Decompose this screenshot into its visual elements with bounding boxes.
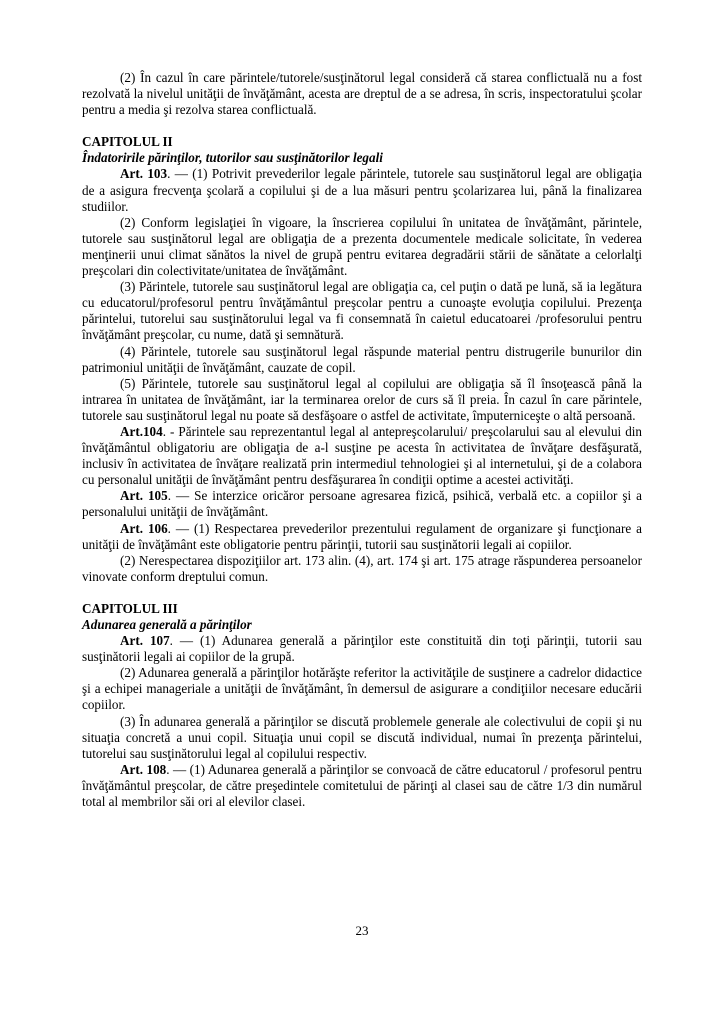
art-107-text-1: . — (1) Adunarea generală a părinţilor este constituită din toţi părinţii, tutorii sau susţinătorii legali ai copiilor de la grupă. [82,633,642,665]
art-108-paragraph [82,762,642,810]
spacer [82,585,642,601]
intro-paragraph: (2) În cazul în care părintele/tutorele/susţinătorul legal consideră că starea conflictuală nu a fost rezolvată la nivelul unităţii de învăţământ, acesta are dreptul de a se adresa, în scris, inspectoratului şcolar pentru a media şi rezolva starea conflictuală. [82,70,642,118]
art-105-paragraph [82,488,642,520]
art-103-paragraph-3: (3) Părintele, tutorele sau susţinătorul legal are obligaţia ca, cel puţin o dată pe lună, să ia legătura cu educatorul/profesorul pentru învăţământul preşcolar pentru a cunoaşte evoluţia copilului. Prezenţa părintelui, tutorelui sau susţinătorului legal va fi consemnată în caietul educatoarei /profesorului pentru învăţământ preşcolar, cu nume, dată şi semnătură. [82,279,642,343]
art-106-paragraph-2: (2) Nerespectarea dispoziţiilor art. 173 alin. (4), art. 174 şi art. 175 atrage răspunderea persoanelor vinovate conform dreptului comun. [82,552,642,584]
art-107-paragraph-1 [82,633,642,665]
art-104-paragraph [82,424,642,488]
chapter-2-subtitle: Îndatoririle părinţilor, tutorilor sau susţinătorilor legali [82,150,383,166]
art-106-paragraph-1 [82,521,642,553]
spacer [82,118,642,134]
art-104-text: . - Părintele sau reprezentantul legal al antepreşcolarului/ preşcolarului sau al elevului din învăţământul obligatoriu are obligaţia de a-l susţine pe acesta în activitatea de învăţare desfăşurată, inclusiv în activitatea de învăţare realizată prin intermediul tehnologiei şi al internetului, şi de a colabora cu personalul unităţii de învăţământ pentru desfăşurarea în condiţii optime a acestei activităţi. [82,423,642,488]
art-103-paragraph-1 [82,166,642,214]
art-103-text-1: . — (1) Potrivit prevederilor legale părintele, tutorele sau susţinătorul legal are obligaţia de a asigura frecvenţa şcolară a copilului şi de a lua măsuri pentru şcolarizarea lui, până la finalizarea studiilor. [82,166,642,214]
art-106-text-1: . — (1) Respectarea prevederilor prezentului regulament de organizare şi funcţionare a unităţii de învăţământ este obligatorie pentru părinţii, tutorii sau susţinătorii legali ai copiilor. [82,520,642,552]
page-number: 23 [355,923,369,938]
art-106-label: Art. 106 [120,520,168,536]
art-103-paragraph-2: (2) Conform legislaţiei în vigoare, la înscrierea copilului în unitatea de învăţământ, părintele, tutorele sau susţinătorul legal are obligaţia de a prezenta documentele medicale solicitate, în vederea menţinerii unui climat sănătos la nivel de grupă pentru evitarea degradării stării de sănătate a celorlalţi preşcolari din colectivitate/unitatea de învăţământ. [82,214,642,279]
art-103-paragraph-5: (5) Părintele, tutorele sau susţinătorul legal al copilului are obligaţia să îl însoţească până la intrarea în unitatea de învăţământ, iar la terminarea orelor de curs să îl preia. În cazul în care părintele, tutorele sau susţinătorul legal nu poate să desfăşoare o astfel de activitate, împuterniceşte o altă persoană. [82,375,642,423]
art-105-text: . — Se interzice oricăror persoane agresarea fizică, psihică, verbală etc. a copiilor şi a personalului unităţii de învăţământ. [82,488,642,520]
chapter-2-title: CAPITOLUL II [82,134,173,150]
art-107-paragraph-2: (2) Adunarea generală a părinţilor hotărăşte referitor la activităţile de susţinere a cadrelor didactice şi a echipei manageriale a unităţii de învăţământ, în demersul de asigurare a condiţiilor necesare educării copiilor. [82,665,642,713]
art-108-label: Art. 108 [120,761,167,777]
art-104-label: Art.104 [120,423,163,439]
art-107-paragraph-3: (3) În adunarea generală a părinţilor se discută problemele generale ale colectivului de copii şi nu situaţia concretă a unui copil. Situaţia unui copil se discută individual, numai în prezenţa părintelui, tutorelui sau susţinătorului legal al copilului respectiv. [82,713,642,761]
art-107-label: Art. 107 [120,633,170,649]
art-103-paragraph-4: (4) Părintele, tutorele sau susţinătorul legal răspunde material pentru distrugerile bunurilor din patrimoniul unităţii de învăţământ, cauzate de copil. [82,343,642,375]
art-108-text: . — (1) Adunarea generală a părinţilor se convoacă de către educatorul / profesorul pentru învăţământul preşcolar, de către preşedintele comitetului de părinţi al clasei sau de către 1/3 din numărul total al membrilor săi ori al elevilor clasei. [82,761,642,810]
art-105-label: Art. 105 [120,488,168,504]
chapter-3-title: CAPITOLUL III [82,600,178,616]
chapter-3-subtitle: Adunarea generală a părinţilor [82,617,252,632]
art-103-label: Art. 103 [120,166,168,182]
